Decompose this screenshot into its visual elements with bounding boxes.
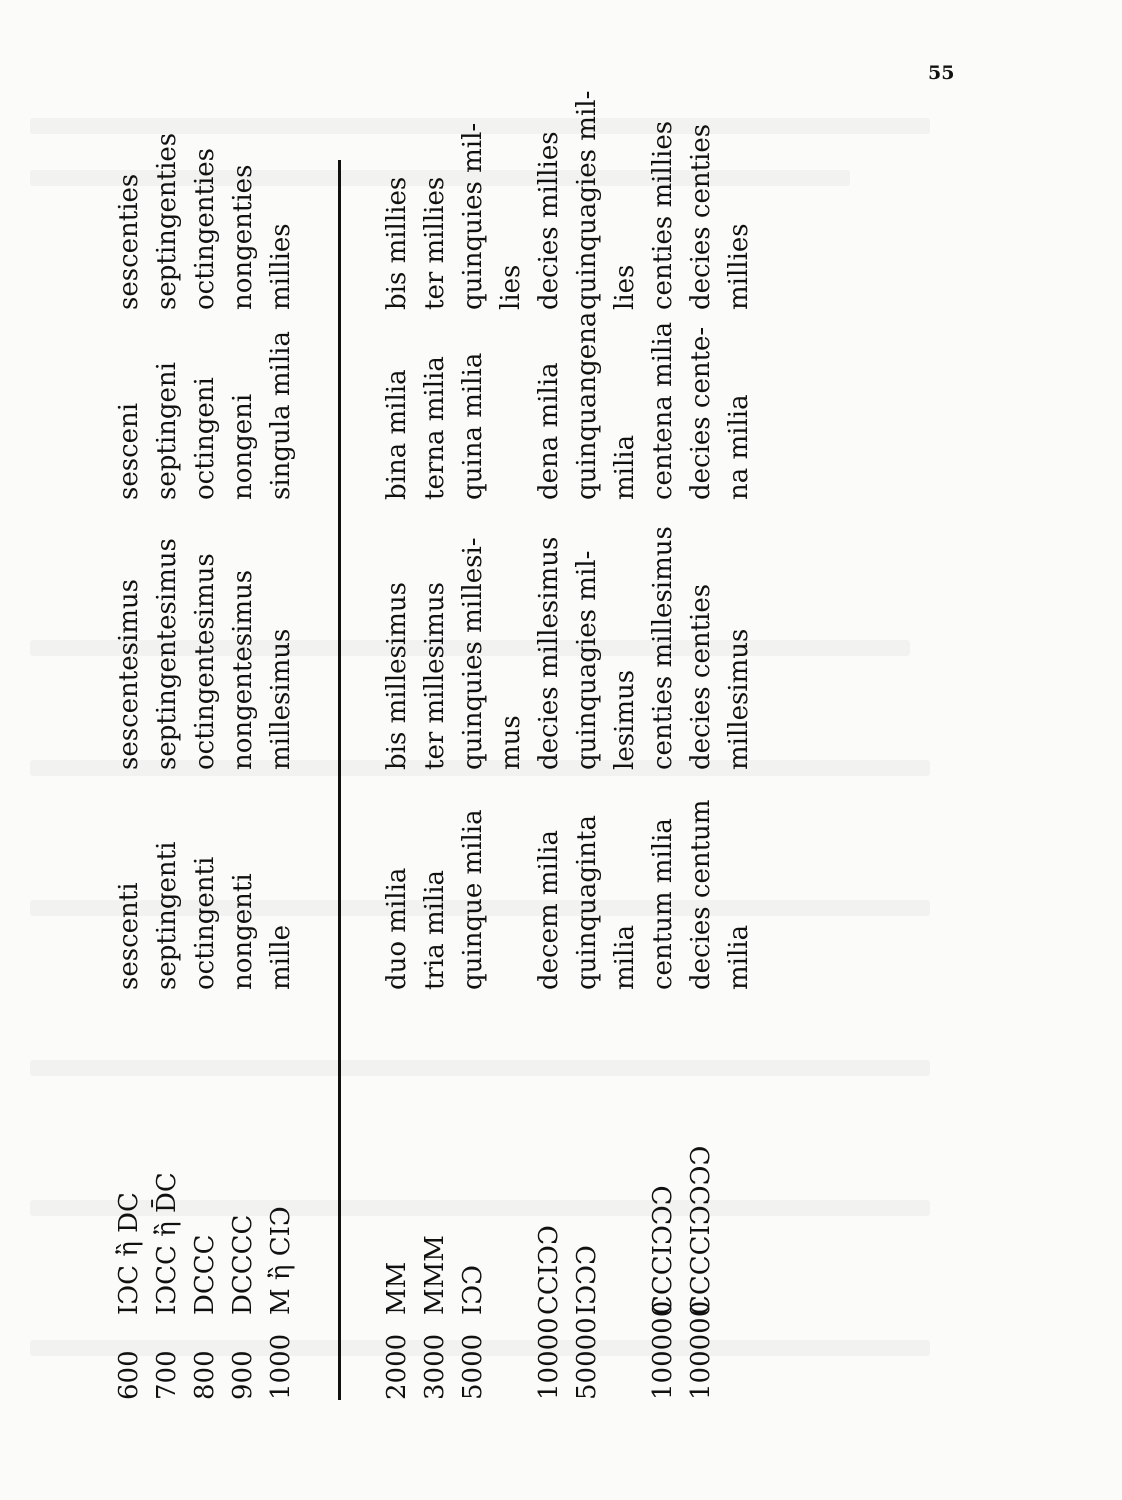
distributive-cell: dena milia: [534, 362, 564, 500]
ordinal-cell: ter millesimus: [420, 582, 450, 770]
table-divider-rule: [338, 160, 341, 1400]
arabic-numeral-cell: 100000: [648, 1300, 678, 1400]
cardinal-cell: centum milia: [648, 818, 678, 990]
cardinal-cell: decem milia: [534, 830, 564, 990]
table-row: [148, 132, 186, 1400]
arabic-numeral-cell: 700: [152, 1350, 182, 1400]
arabic-numeral-cell: 2000: [382, 1333, 412, 1400]
arabic-numeral-cell: 100000: [686, 1300, 716, 1400]
distributive-cell: milia: [610, 434, 640, 500]
table-row: [110, 160, 148, 1400]
table-row: [186, 148, 224, 1400]
cardinal-cell: septingenti: [152, 841, 182, 990]
distributive-cell: singula milia: [266, 331, 296, 500]
arabic-numeral-cell: 5000: [458, 1333, 488, 1400]
ordinal-cell: mus: [496, 715, 526, 770]
adverb-cell: octingenties: [190, 148, 220, 310]
adverb-cell: quinquies mil-: [458, 122, 488, 310]
distributive-cell: bina milia: [382, 369, 412, 500]
distributive-cell: nongeni: [228, 393, 258, 500]
adverb-cell: ter millies: [420, 176, 450, 310]
cardinal-cell: quinquaginta: [572, 815, 602, 990]
arabic-numeral-cell: 50000: [572, 1317, 602, 1400]
ordinal-cell: sescentesimus: [114, 578, 144, 770]
distributive-cell: octingeni: [190, 377, 220, 500]
table-row: [568, 90, 606, 1400]
arabic-numeral-cell: 10000: [534, 1317, 564, 1400]
arabic-numeral-cell: 1000: [266, 1333, 296, 1400]
adverb-cell: sescenties: [114, 173, 144, 310]
table-row: [606, 160, 644, 1400]
cardinal-cell: sescenti: [114, 882, 144, 990]
arabic-numeral-cell: 3000: [420, 1333, 450, 1400]
distributive-cell: na milia: [724, 394, 754, 500]
arabic-numeral-cell: 900: [228, 1350, 258, 1400]
distributive-cell: terna milia: [420, 356, 450, 500]
ordinal-cell: millesimus: [266, 628, 296, 770]
arabic-numeral-cell: 800: [190, 1350, 220, 1400]
roman-numeral-cell: IƆC ἢ DC: [114, 1192, 144, 1315]
table-row: [492, 160, 530, 1400]
cardinal-cell: quinque milia: [458, 809, 488, 990]
ordinal-cell: nongentesimus: [228, 569, 258, 770]
arabic-numeral-cell: 600: [114, 1350, 144, 1400]
cardinal-cell: milia: [610, 924, 640, 990]
ordinal-cell: millesimus: [724, 628, 754, 770]
page-number: 55: [928, 62, 955, 84]
cardinal-cell: mille: [266, 925, 296, 990]
adverb-cell: bis millies: [382, 176, 412, 310]
ordinal-cell: decies millesimus: [534, 536, 564, 770]
distributive-cell: centena milia: [648, 321, 678, 500]
roman-numeral-cell: CCIƆƆ: [534, 1225, 564, 1315]
ordinal-cell: septingentesimus: [152, 538, 182, 770]
ordinal-cell: quinquagies mil-: [572, 550, 602, 770]
roman-numeral-cell: M ἢ CIƆ: [266, 1206, 296, 1315]
roman-numeral-cell: DCCC: [190, 1234, 220, 1315]
cardinal-cell: nongenti: [228, 873, 258, 990]
adverb-cell: centies millies: [648, 120, 678, 310]
table-row: [530, 131, 568, 1400]
roman-numeral-cell: MM: [382, 1261, 412, 1315]
ordinal-cell: bis millesimus: [382, 582, 412, 770]
distributive-cell: decies cente-: [686, 326, 716, 500]
cardinal-cell: decies centum: [686, 799, 716, 990]
roman-numeral-cell: IƆƆ: [458, 1264, 488, 1315]
adverb-cell: septingenties: [152, 132, 182, 310]
table-row: [644, 120, 682, 1400]
roman-numeral-cell: IƆCC ἢ D̄C: [152, 1172, 182, 1315]
distributive-cell: quinquangena: [572, 311, 602, 500]
ordinal-cell: octingentesimus: [190, 553, 220, 770]
cardinal-cell: milia: [724, 924, 754, 990]
adverb-cell: nongenties: [228, 164, 258, 310]
roman-numeral-cell: CCCCIƆƆƆƆ: [686, 1145, 716, 1315]
adverb-cell: quinquagies mil-: [572, 90, 602, 310]
roman-numeral-cell: IƆƆƆ: [572, 1245, 602, 1315]
table-row: [416, 160, 454, 1400]
table-row: [682, 123, 720, 1400]
roman-numeral-cell: CCCIƆƆƆ: [648, 1185, 678, 1315]
ordinal-cell: lesimus: [610, 669, 640, 770]
table-row: [454, 122, 492, 1400]
table-row: [224, 160, 262, 1400]
table-row: [378, 160, 416, 1400]
adverb-cell: millies: [266, 223, 296, 310]
ordinal-cell: decies centies: [686, 583, 716, 770]
table-row: [720, 160, 758, 1400]
adverb-cell: lies: [496, 264, 526, 310]
numeral-table: [70, 90, 770, 1400]
cardinal-cell: octingenti: [190, 856, 220, 990]
distributive-cell: sesceni: [114, 402, 144, 500]
cardinal-cell: tria milia: [420, 869, 450, 990]
ordinal-cell: quinquies millesi-: [458, 537, 488, 770]
distributive-cell: septingeni: [152, 362, 182, 500]
roman-numeral-cell: MMM: [420, 1235, 450, 1315]
adverb-cell: decies millies: [534, 131, 564, 310]
adverb-cell: millies: [724, 223, 754, 310]
adverb-cell: decies centies: [686, 123, 716, 310]
distributive-cell: quina milia: [458, 352, 488, 500]
ordinal-cell: centies millesimus: [648, 526, 678, 770]
adverb-cell: lies: [610, 264, 640, 310]
cardinal-cell: duo milia: [382, 867, 412, 990]
roman-numeral-cell: DCCCC: [228, 1214, 258, 1315]
table-row: [262, 160, 300, 1400]
